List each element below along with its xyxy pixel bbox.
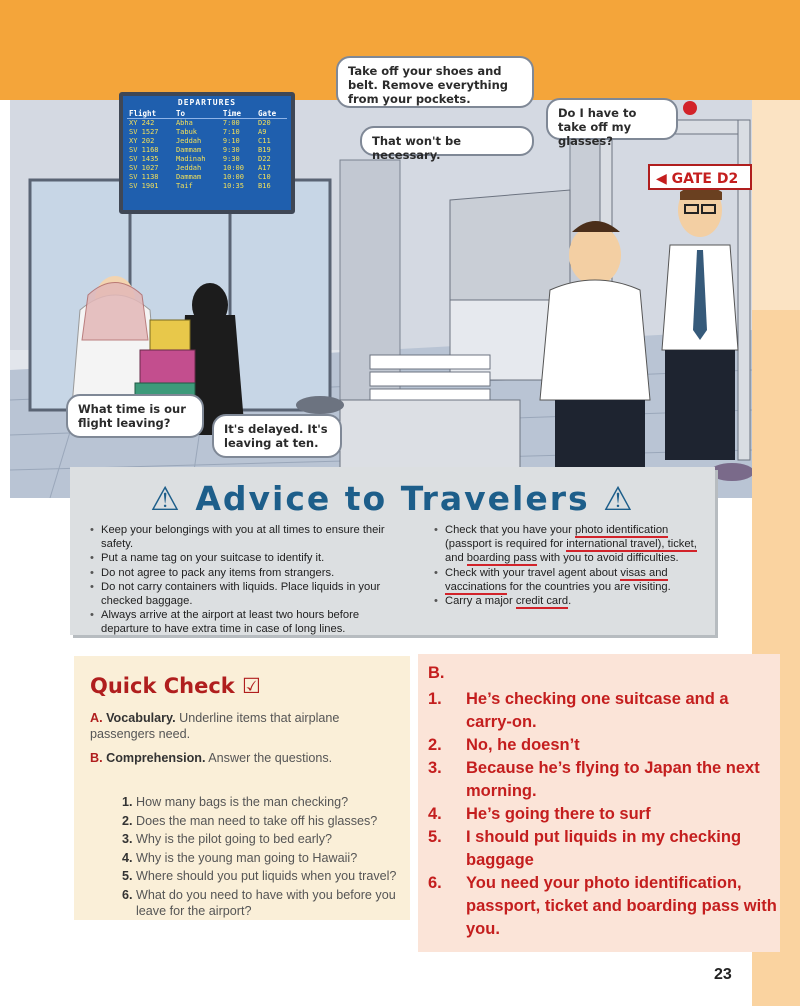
page-number: 23 bbox=[714, 966, 732, 983]
advice-item: • Put a name tag on your suitcase to identify it. bbox=[90, 551, 408, 565]
flight: SV 1527 bbox=[129, 128, 159, 136]
speech-bubble-delayed: It's delayed. It's leaving at ten. bbox=[212, 414, 342, 458]
departure-row bbox=[127, 128, 287, 137]
gate: B19 bbox=[258, 146, 271, 154]
departure-row bbox=[127, 155, 287, 164]
departures-header-row bbox=[127, 109, 287, 119]
question-text: Where should you put liquids when you travel? bbox=[136, 869, 397, 883]
time: 10:35 bbox=[222, 182, 244, 190]
speech-bubble-what-time: What time is our flight leaving? bbox=[66, 394, 204, 438]
time: 9:30 bbox=[222, 146, 240, 154]
question-item: 6. What do you need to have with you before you leave for the airport? bbox=[122, 887, 396, 918]
flight: SV 1435 bbox=[129, 155, 159, 163]
question-item: 5. Where should you put liquids when you travel? bbox=[122, 869, 397, 883]
question-text: Does the man need to take off his glasses? bbox=[136, 813, 378, 828]
time: 9:10 bbox=[222, 137, 240, 145]
part-b-letter: B. bbox=[90, 751, 103, 765]
part-a-instruction: Underline items that airplane passengers need. bbox=[90, 711, 340, 741]
answers-box bbox=[418, 654, 780, 952]
advice-text: (passport is required for bbox=[445, 538, 567, 551]
answer-item: 3. Because he’s flying to Japan the next morning. bbox=[428, 759, 760, 800]
gate-sign: ◀ GATE D2 bbox=[648, 164, 752, 190]
question-text: How many bags is the man checking? bbox=[136, 795, 349, 809]
departure-row bbox=[127, 137, 287, 146]
destination: Jeddah bbox=[175, 164, 202, 172]
quick-check-box bbox=[74, 656, 410, 920]
answer-text: He’s checking one suitcase and a carry-on. bbox=[466, 690, 729, 731]
advice-list-right bbox=[434, 523, 706, 608]
time: 10:00 bbox=[222, 173, 244, 181]
gate: D20 bbox=[258, 119, 271, 127]
advice-item-credit-card bbox=[434, 594, 706, 608]
advice-text: Check with your travel agent about bbox=[445, 566, 621, 579]
answer-text: No, he doesn’t bbox=[466, 736, 580, 754]
answer-text: He’s going there to surf bbox=[466, 805, 651, 823]
advice-text: and bbox=[445, 552, 467, 565]
part-a-letter: A. bbox=[90, 711, 103, 725]
flight: SV 1901 bbox=[129, 182, 159, 190]
advice-item: • Keep your belongings with you at all times to ensure their safety. bbox=[90, 523, 408, 551]
advice-text: for the countries you are visiting. bbox=[506, 580, 671, 593]
answer-item: 4. He’s going there to surf bbox=[428, 805, 651, 823]
gate: A9 bbox=[258, 128, 267, 136]
answers-list bbox=[428, 688, 778, 941]
time: 9:30 bbox=[222, 155, 240, 163]
flight: SV 1027 bbox=[129, 164, 159, 172]
flight: SV 1138 bbox=[129, 173, 159, 181]
speech-bubble-shoes: Take off your shoes and belt. Remove everything from your pockets. bbox=[336, 56, 534, 108]
advice-item: • Do not carry containers with liquids. Place liquids in your checked baggage. bbox=[90, 580, 408, 608]
part-b-label: Comprehension. bbox=[106, 751, 206, 765]
question-text: What do you need to have with you before you leave for the airport? bbox=[136, 887, 396, 918]
part-b-instruction: Answer the questions. bbox=[205, 751, 333, 765]
answer-item: 2. No, he doesn’t bbox=[428, 736, 580, 754]
gate: D22 bbox=[258, 155, 271, 163]
header-to: To bbox=[174, 109, 221, 119]
question-item: 3. Why is the pilot going to bed early? bbox=[122, 832, 333, 846]
answer-item: 5. I should put liquids in my checking baggage bbox=[428, 828, 742, 869]
answer-item: 6. You need your photo identification, passport, ticket and boarding pass with you. bbox=[428, 874, 777, 938]
question-list bbox=[122, 794, 402, 922]
advice-text: . bbox=[568, 595, 572, 608]
time: 10:00 bbox=[222, 164, 244, 172]
flight: XY 202 bbox=[129, 137, 155, 145]
gate: A17 bbox=[258, 164, 271, 172]
question-item: 1. How many bags is the man checking? bbox=[122, 795, 349, 809]
departures-board bbox=[119, 92, 295, 214]
gate: B16 bbox=[258, 182, 271, 190]
answer-text: I should put liquids in my checking baggage bbox=[466, 828, 742, 869]
advice-item-id bbox=[434, 523, 706, 566]
time: 7:10 bbox=[222, 128, 240, 136]
departure-row bbox=[127, 164, 287, 173]
question-item: 4. Why is the young man going to Hawaii? bbox=[122, 850, 358, 865]
quick-check-title: Quick Check ☑ bbox=[90, 674, 261, 698]
answer-text: You need your photo identification, passport, ticket and boarding pass with you. bbox=[466, 874, 777, 938]
header-time: Time bbox=[221, 109, 256, 119]
quick-check-b bbox=[90, 750, 400, 766]
advice-text: with you to avoid difficulties. bbox=[537, 552, 679, 565]
advice-text: Check that you have your bbox=[445, 524, 575, 536]
speech-bubble-not-necessary: That won't be necessary. bbox=[360, 126, 534, 156]
departure-row bbox=[127, 119, 287, 129]
destination: Tabuk bbox=[175, 128, 198, 136]
answers-heading: B. bbox=[428, 664, 445, 682]
advice-item-visas bbox=[434, 566, 706, 594]
underlined-visas: visas and vaccinations bbox=[445, 566, 668, 593]
time: 7:00 bbox=[222, 119, 240, 127]
gate: C11 bbox=[258, 137, 271, 145]
speech-bubble-glasses: Do I have to take off my glasses? bbox=[546, 98, 678, 140]
answer-text: Because he’s flying to Japan the next morning. bbox=[466, 759, 760, 800]
destination: Abha bbox=[175, 119, 193, 127]
underlined-credit-card: credit card bbox=[515, 595, 569, 608]
underlined-international-travel: international travel), ticket, bbox=[566, 538, 697, 551]
header-gate: Gate bbox=[256, 109, 287, 119]
gate: C10 bbox=[258, 173, 271, 181]
departure-row bbox=[127, 182, 287, 191]
part-a-label: Vocabulary. bbox=[106, 711, 176, 725]
advice-item: • Do not agree to pack any items from strangers. bbox=[90, 566, 408, 580]
quick-check-a bbox=[90, 710, 400, 742]
underlined-photo-id: photo identification bbox=[574, 524, 669, 536]
destination: Taif bbox=[175, 182, 193, 190]
underlined-boarding-pass: boarding pass bbox=[466, 552, 538, 565]
departures-table bbox=[127, 109, 287, 191]
advice-title: ⚠ Advice to Travelers ⚠ bbox=[150, 479, 635, 518]
advice-panel bbox=[70, 467, 715, 635]
destination: Madinah bbox=[175, 155, 206, 163]
flight: XY 242 bbox=[129, 119, 155, 127]
header-flight: Flight bbox=[127, 109, 174, 119]
destination: Jeddah bbox=[175, 137, 202, 145]
question-text: Why is the young man going to Hawaii? bbox=[136, 850, 358, 865]
departure-row bbox=[127, 146, 287, 155]
destination: Dammam bbox=[175, 173, 202, 181]
departure-row bbox=[127, 173, 287, 182]
advice-text: Carry a major bbox=[445, 595, 516, 608]
flight: SV 1168 bbox=[129, 146, 159, 154]
destination: Dammam bbox=[175, 146, 202, 154]
answer-item: 1. He’s checking one suitcase and a carry-on. bbox=[428, 690, 729, 731]
departures-title: DEPARTURES bbox=[177, 98, 237, 107]
advice-list-left bbox=[90, 523, 408, 637]
question-item: 2. Does the man need to take off his glasses? bbox=[122, 813, 378, 828]
advice-item: • Always arrive at the airport at least two hours before departure to have extra time in case of long lines. bbox=[90, 608, 408, 636]
question-text: Why is the pilot going to bed early? bbox=[136, 832, 333, 846]
